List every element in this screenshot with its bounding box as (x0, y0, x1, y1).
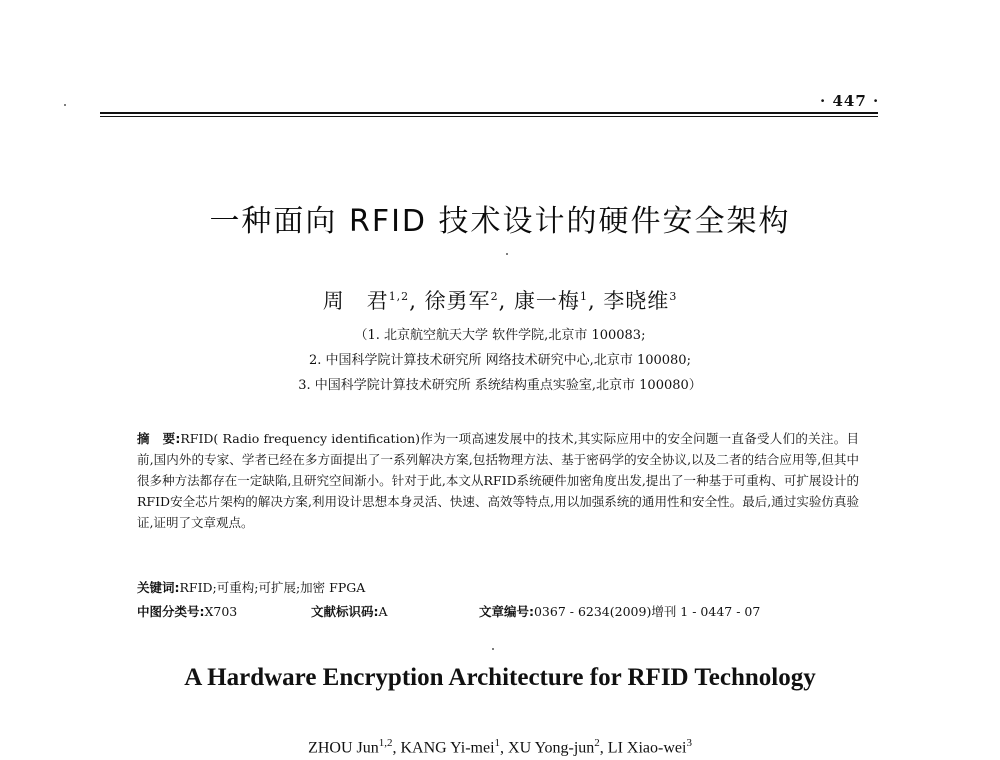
author-affil-sup: 1,2 (388, 290, 410, 303)
author-name: 周 君 (322, 289, 389, 313)
author-sep: , (409, 289, 417, 313)
author-name: XU Yong-jun (508, 739, 595, 757)
affiliation-line: 2. 中国科学院计算技术研究所 网络技术研究中心,北京市 100080; (309, 353, 691, 368)
author-sep: , (500, 739, 509, 757)
author-list-cn (0, 285, 1000, 315)
author-sep: , (392, 739, 401, 757)
page-number: · 447 · (820, 92, 880, 110)
author-name: 徐勇军 (424, 289, 491, 313)
author-affil-sup: 2 (490, 290, 499, 303)
affiliation-line: 3. 中国科学院计算技术研究所 系统结构重点实验室,北京市 100080） (298, 378, 702, 393)
clc-label: 中图分类号: (137, 604, 205, 619)
doc-code-label: 文献标识码: (310, 604, 379, 619)
paper-title-en: A Hardware Encryption Architecture for RFID Technology (184, 664, 816, 691)
author-sep: , (587, 289, 596, 313)
article-no-value: 0367 - 6234(2009)增刊 1 - 0447 - 07 (533, 604, 761, 619)
header-rule-thick (100, 112, 878, 114)
author-name: 李晓维 (603, 289, 670, 313)
keywords-text: RFID;可重构;可扩展;加密 FPGA (179, 580, 366, 595)
author-name: ZHOU Jun (308, 739, 379, 757)
author-sep: , (498, 289, 507, 313)
author-list-en (0, 737, 1000, 757)
abstract (137, 428, 859, 533)
author-affil-sup: 1 (579, 290, 588, 303)
affiliation-list (0, 323, 1000, 398)
doc-code-value: A (378, 604, 388, 619)
author-name: LI Xiao-wei (607, 739, 687, 757)
affiliation-line: （1. 北京航空航天大学 软件学院,北京市 100083; (354, 328, 646, 343)
abstract-text: RFID( Radio frequency identification)作为一项高速发展中的技术,其实际应用中的安全问题一直备受人们的关注。目前,国内外的专家、学者已经在多方面提出了一系列解决方案,包括物理方法、基于密码学的安全协议,以及二者的结合应用等,但其中很多种方法都存在一定缺陷,且研究空间渐小。针对于此,本文从RFID系统硬件加密角度出发,提出了一种基于可重构、可扩展设计的RFID安全芯片架构的解决方案,利用设计思想本身灵活、快速、高效等特点,用以加强系统的通用性和安全性。最后,通过实验仿真验证,证明了文章观点。 (137, 431, 859, 530)
author-affil-sup: 3 (669, 290, 678, 303)
speck (506, 253, 508, 255)
author-affil-sup: 3 (686, 737, 692, 749)
author-affil-sup: 1,2 (378, 737, 393, 749)
author-name: 康一梅 (513, 289, 580, 313)
classification-line (137, 602, 859, 620)
author-affil-sup: 1 (494, 737, 501, 749)
speck (492, 648, 494, 650)
clc-value: X703 (204, 604, 238, 619)
keywords-label: 关键词: (137, 580, 180, 595)
abstract-label: 摘 要: (137, 431, 181, 446)
author-sep: , (599, 739, 608, 757)
author-name: KANG Yi-mei (400, 739, 495, 757)
keywords (137, 578, 859, 596)
header-rule-thin (100, 116, 878, 117)
paper-title-cn: 一种面向 RFID 技术设计的硬件安全架构 (209, 204, 791, 239)
author-affil-sup: 2 (594, 737, 600, 749)
article-no-label: 文章编号: (478, 604, 534, 619)
speck (64, 104, 66, 106)
